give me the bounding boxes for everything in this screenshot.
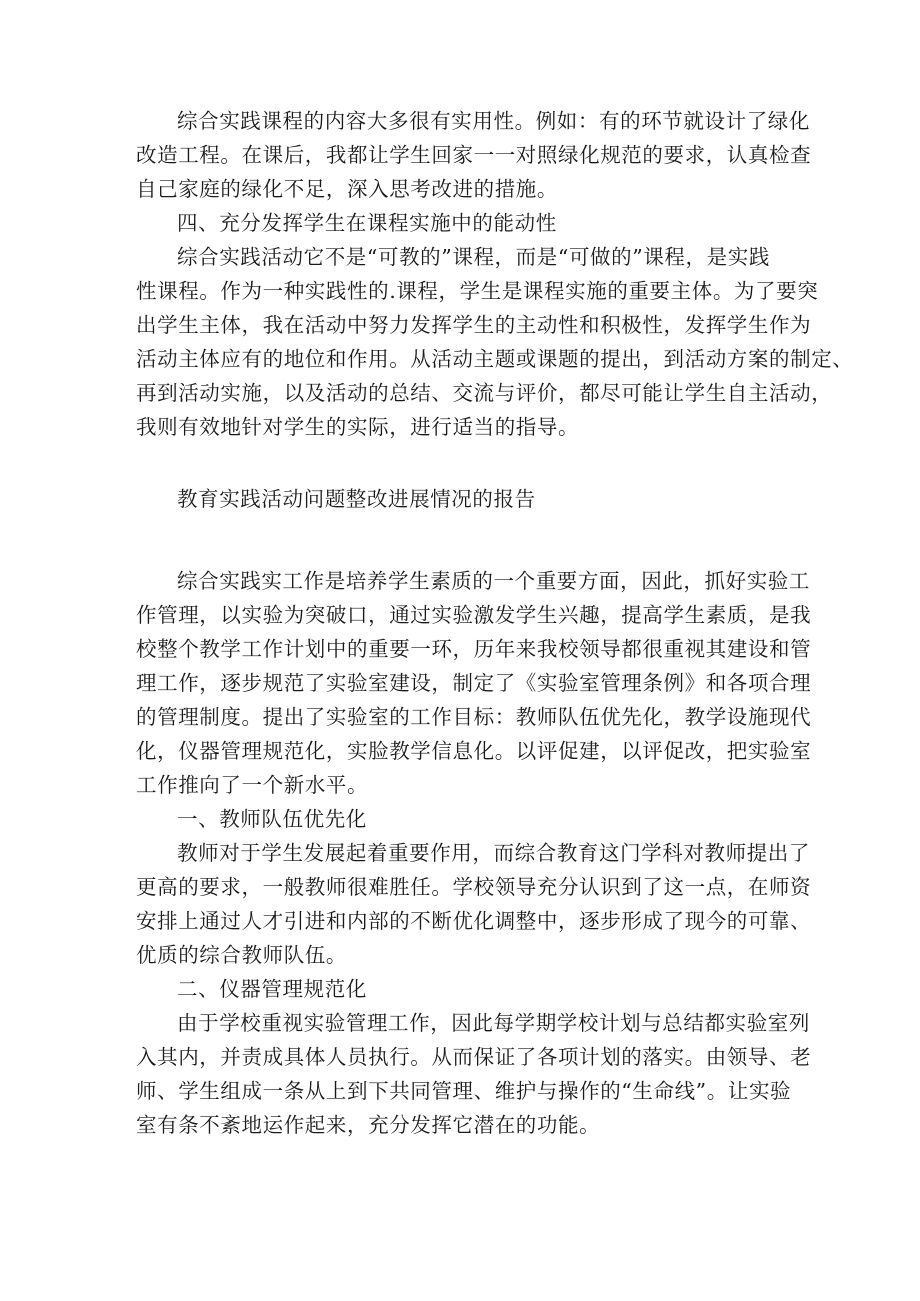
text-line: 我则有效地针对学生的实际，进行适当的指导。 — [136, 415, 580, 439]
paragraph-greening-practicality — [136, 104, 812, 206]
text-line: 作管理，以实验为突破口，通过实验激发学生兴趣，提高学生素质，是我 — [136, 603, 812, 627]
text-line: 校整个教学工作计划中的重要一环，历年来我校领导都很重视其建设和管 — [136, 637, 812, 661]
section-heading-four: 四、充分发挥学生在课程实施中的能动性 — [177, 211, 557, 235]
text-line: 工作推向了一个新水平。 — [136, 773, 369, 797]
text-line: 再到活动实施，以及活动的总结、交流与评价，都尽可能让学生自主活动， — [136, 381, 833, 405]
paragraph-instrument-management — [136, 1006, 812, 1142]
text-line: 自己家庭的绿化不足，深入思考改进的措施。 — [136, 177, 558, 201]
text-line: 化，仪器管理规范化，实脸教学信息化。以评促建，以评促改，把实验室 — [136, 739, 812, 763]
text-line: 师、学生组成一条从上到下共同管理、维护与操作的“生命线”。让实验 — [136, 1079, 792, 1103]
text-line: 综合实践实工作是培养学生素质的一个重要方面，因此，抓好实验工 — [177, 569, 810, 593]
section-heading-one: 一、教师队伍优先化 — [177, 807, 367, 831]
text-line: 综合实践活动它不是“可教的”课程，而是“可做的”课程，是实践 — [177, 245, 770, 269]
paragraph-student-initiative — [136, 240, 854, 444]
text-line: 出学生主体，我在活动中努力发挥学生的主动性和积极性，发挥学生作为 — [136, 313, 812, 337]
text-line: 更高的要求，一般教师很难胜任。学校领导充分认识到了这一点，在师资 — [136, 875, 812, 899]
text-line: 教师对于学生发展起着重要作用，而综合教育这门学科对教师提出了 — [177, 841, 810, 865]
text-line: 的管理制度。提出了实验室的工作目标：教师队伍优先化，教学设施现代 — [136, 705, 812, 729]
paragraph-lab-management-intro — [136, 564, 812, 802]
text-line: 理工作，逐步规范了实验室建设，制定了《实验室管理条例》和各项合理 — [136, 671, 812, 695]
text-line: 室有条不紊地运作起来，充分发挥它潜在的功能。 — [136, 1113, 601, 1137]
text-line: 改造工程。在课后，我都让学生回家一一对照绿化规范的要求，认真检查 — [136, 143, 812, 167]
document-page — [136, 104, 854, 1142]
report-title: 教育实践活动问题整改进展情况的报告 — [177, 487, 536, 511]
text-line: 由于学校重视实验管理工作，因此每学期学校计划与总结都实验室列 — [177, 1011, 810, 1035]
paragraph-teacher-team — [136, 836, 812, 972]
section-heading-two: 二、仪器管理规范化 — [177, 977, 367, 1001]
text-line: 活动主体应有的地位和作用。从活动主题或课题的提出，到活动方案的制定、 — [136, 347, 854, 371]
text-line: 优质的综合教师队伍。 — [136, 943, 347, 967]
text-line: 性课程。作为一种实践性的.课程，学生是课程实施的重要主体。为了要突 — [136, 279, 819, 303]
text-line: 综合实践课程的内容大多很有实用性。例如：有的环节就设计了绿化 — [177, 109, 810, 133]
text-line: 入其内，并责成具体人员执行。从而保证了各项计划的落实。由领导、老 — [136, 1045, 812, 1069]
text-line: 安排上通过人才引进和内部的不断优化调整中，逐步形成了现今的可靠、 — [136, 909, 812, 933]
